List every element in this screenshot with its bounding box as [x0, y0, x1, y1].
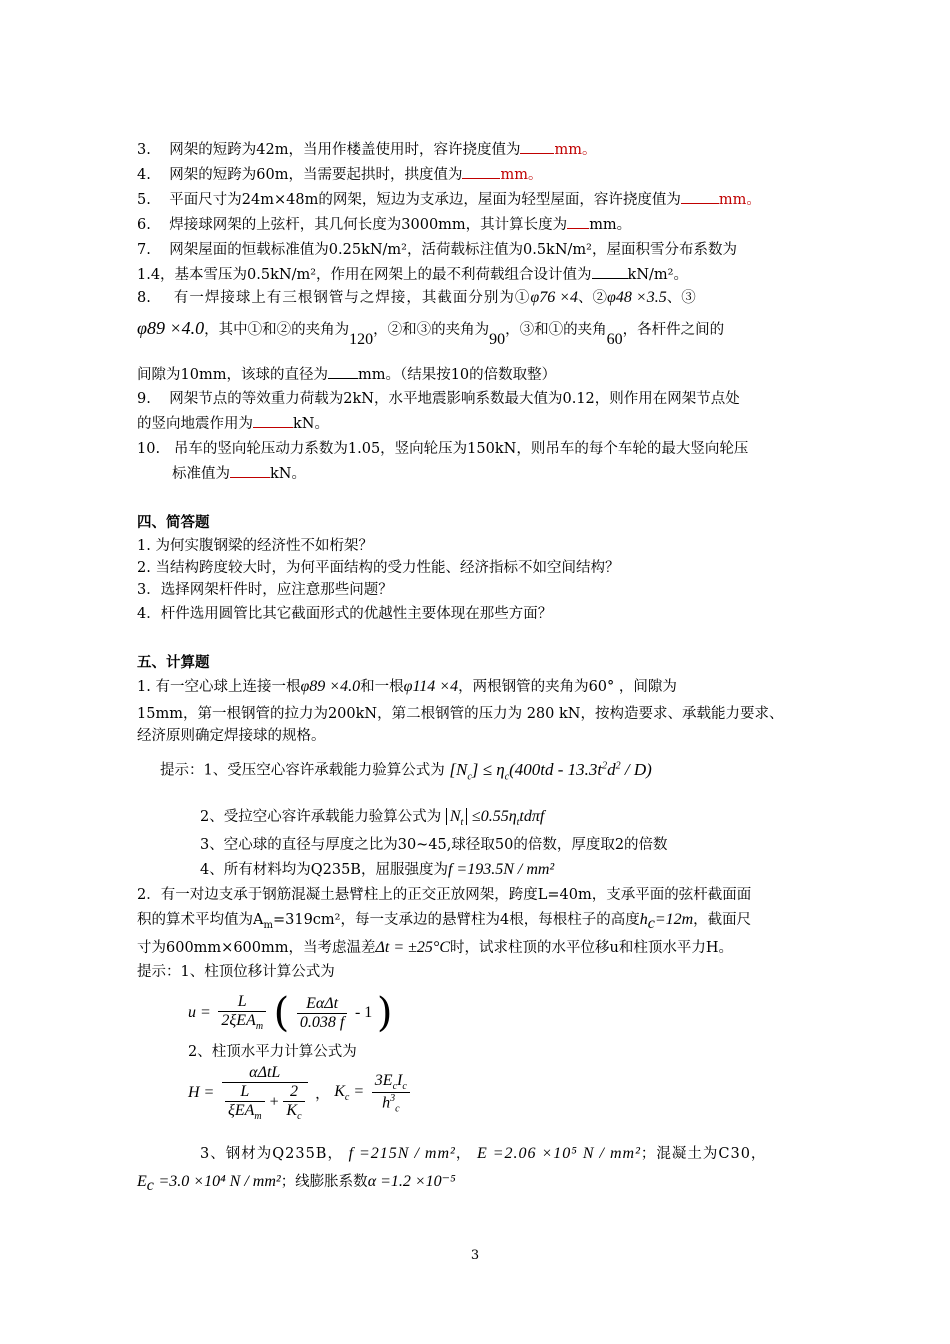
- p2-formula-k-eq: =: [353, 1083, 365, 1100]
- problem-2-line-1: 2．有一对边支承于钢筋混凝土悬臂柱上的正交正放网架，跨度L=40m，支承平面的弦杆截面面: [137, 887, 752, 903]
- p1-hint-2-formula: [471, 808, 545, 829]
- p2-formula-h-den-k-sub: c: [297, 1111, 302, 1123]
- p1-formula-055-sub: t: [516, 817, 520, 829]
- p1-hint-1-formula: $[N_c] \le \eta_c(400td - 13.3t^2d^2 / D)$: [449, 759, 652, 783]
- q8-separator-2: 、③: [666, 290, 696, 306]
- question-7-line-2: [137, 265, 688, 285]
- p2-formula-h-den-k: K: [286, 1102, 298, 1119]
- question-6: [137, 215, 631, 235]
- question-8-line-2: [137, 318, 725, 348]
- section-5-title: 五、计算题: [137, 654, 210, 671]
- p2-formula-h: [188, 1064, 413, 1122]
- q3-number: 3.: [137, 142, 151, 158]
- q3-unit: mm。: [554, 142, 597, 158]
- p2-hint-3-line-2: [137, 1172, 456, 1196]
- p2-hint-3-text: 3、钢材为Q235B，: [200, 1146, 343, 1162]
- p2-hc-value: =12m: [654, 911, 694, 928]
- p2-hint-ec: E: [137, 1173, 147, 1190]
- p1-hint-4-text: 4、所有材料均为Q235B，屈服强度为: [200, 862, 448, 878]
- section-4-item-2: 2. 当结构跨度较大时，为何平面结构的受力性能、经济指标不如空间结构？: [137, 560, 620, 576]
- p2-hint-3-e: E =2.06 ×10⁵ N / mm²: [476, 1145, 641, 1162]
- p2-hint-ec-sub: c: [146, 1176, 154, 1194]
- q7-line-1-text: 网架屋面的恒载标准值为0.25kN/m²，活荷载标注值为0.5kN/m²，屋面积雪分布系数为: [169, 242, 737, 258]
- p2-hint-alpha-value: α =1.2 ×10⁻⁵: [367, 1173, 456, 1190]
- p1-formula-tdpif: tdπf: [519, 808, 545, 825]
- p1-formula-eta: ] ≤ η: [471, 759, 505, 779]
- p1-formula-eta-sub: c: [504, 771, 510, 783]
- p2-formula-k-frac: [372, 1072, 410, 1115]
- problem-2-line-3: [137, 938, 733, 958]
- problem-1-line-2: 15mm，第一根钢管的拉力为200kN，第二根钢管的压力为 280 kN，按构造要求、承载能力要求、: [137, 706, 784, 722]
- q8-line-2d: ，各杆件之间的: [622, 322, 725, 338]
- question-10-line-1: [137, 439, 748, 459]
- q6-text: 焊接球网架的上弦杆，其几何长度为3000mm，其计算长度为: [169, 217, 568, 233]
- p2-formula-u-L: L: [218, 993, 266, 1012]
- p2-hint-1: 提示：1、柱顶位移计算公式为: [137, 964, 335, 980]
- p2-formula-h-frac: [222, 1064, 308, 1122]
- q6-blank: [567, 228, 589, 229]
- p2-formula-u: [188, 990, 392, 1036]
- p2-formula-u-tail: - 1: [354, 1004, 373, 1021]
- p2-formula-u-lhs: u =: [188, 1004, 211, 1021]
- q8-pipe-2: φ48 ×3.5: [607, 289, 667, 306]
- p2-formula-h-den-frac-2: [283, 1083, 304, 1122]
- section-4-item-1: 1. 为何实腹钢梁的经济性不如桁架？: [137, 538, 373, 554]
- p2-hint-3-line-1: [200, 1144, 766, 1164]
- q8-number: 8.: [137, 290, 151, 306]
- q10-number: 10.: [137, 441, 161, 457]
- q10-line-2-text: 标准值为: [172, 466, 230, 482]
- p1-hint-4: [200, 860, 554, 880]
- p2-formula-k-den-h: h: [382, 1094, 391, 1112]
- p1-formula-d: d: [607, 759, 616, 779]
- q8-line-3b: mm。（结果按10的倍数取整）: [357, 367, 557, 383]
- section-4-title: 四、简答题: [137, 514, 210, 531]
- q8-line-1-text: 有一焊接球上有三根钢管与之焊接，其截面分别为①: [173, 290, 531, 306]
- p2-formula-comma: ，: [315, 1086, 330, 1103]
- question-8-line-1: [137, 288, 696, 308]
- p1-hint-4-formula: f =193.5N / mm²: [447, 861, 555, 878]
- p2-line-3a: 寸为600mm×600mm，当考虑温差: [137, 940, 376, 956]
- question-7-line-1: [137, 240, 737, 260]
- p2-am-sub: m: [263, 919, 273, 931]
- p1-formula-body: (400td - 13.3t: [509, 759, 603, 779]
- question-9-line-2: [137, 414, 329, 434]
- q9-unit: kN。: [293, 416, 329, 432]
- p1-formula-tail: / D): [620, 759, 652, 779]
- p2-formula-h-plus: +: [268, 1093, 280, 1111]
- q4-text: 网架的短跨为60m，当需要起拱时，拱度值为: [169, 167, 463, 183]
- p1-formula-nc-sub: c: [467, 771, 472, 783]
- p1-hint-3: 3、空心球的直径与厚度之比为30~45,球径取50的倍数，厚度取2的倍数: [200, 837, 668, 853]
- p2-formula-k-num-e: 3E: [374, 1071, 393, 1089]
- p2-line-2c: ，截面尺: [693, 912, 752, 928]
- question-5: [137, 190, 761, 210]
- question-9-line-1: [137, 389, 740, 409]
- p2-formula-h-den-2: 2: [283, 1083, 304, 1102]
- q4-blank: [462, 178, 500, 179]
- p2-formula-h-den-xiea: ξEA: [227, 1102, 255, 1119]
- q5-text: 平面尺寸为24m×48m的网架，短边为支承边，屋面为轻型屋面，容许挠度值为: [169, 192, 681, 208]
- p2-hint-3-sep: ，: [455, 1146, 472, 1162]
- q9-blank: [253, 427, 293, 428]
- page-number: 3: [470, 1248, 480, 1263]
- q8-pipe-3: φ89 ×4.0: [137, 318, 205, 338]
- p2-line-2a: 积的算术平均值为A: [137, 912, 264, 928]
- p1-line-1b: 和一根: [360, 679, 404, 695]
- p1-line-1c: ，两根钢管的夹角为60° ，间隙为: [458, 679, 677, 695]
- p1-formula-nt: N: [449, 808, 461, 825]
- p2-formula-u-num-2: EαΔt: [297, 995, 347, 1014]
- question-10-line-2: [172, 464, 306, 484]
- p2-formula-h-den-xiea-sub: m: [254, 1111, 262, 1123]
- p2-formula-k-lhs-sub: c: [344, 1092, 350, 1104]
- p1-formula-nt-sub: t: [460, 817, 464, 829]
- problem-1-line-1: [137, 677, 677, 697]
- p2-formula-h-num: αΔtL: [222, 1064, 308, 1083]
- problem-2-line-2: [137, 910, 751, 936]
- p2-formula-h-den-L: L: [225, 1083, 265, 1102]
- q4-number: 4.: [137, 167, 151, 183]
- p2-formula-u-lparen: (: [273, 990, 290, 1036]
- p2-formula-k-den-sub: c: [395, 1103, 400, 1115]
- q6-number: 6.: [137, 217, 151, 233]
- p2-formula-u-frac-2: [297, 995, 347, 1032]
- p2-formula-h-den-frac-1: [225, 1083, 265, 1122]
- q5-unit: mm。: [718, 192, 761, 208]
- q8-separator-1: 、②: [578, 290, 608, 306]
- p2-formula-k-num-e-sub: c: [392, 1080, 398, 1092]
- q10-blank: [230, 477, 270, 478]
- p2-formula-u-den-2: 0.038 f: [299, 1013, 345, 1031]
- q8-line-2a: ，其中①和②的夹角为: [204, 322, 350, 338]
- p1-formula-055: ≤0.55η: [471, 808, 517, 825]
- q9-line-2-text: 的竖向地震作用为: [137, 416, 253, 432]
- q5-blank: [681, 203, 719, 204]
- q8-blank: [328, 378, 358, 379]
- p2-formula-k-num-i-sub: c: [402, 1080, 407, 1092]
- p2-line-3b: 时，试求柱顶的水平位移u和柱顶水平力H。: [449, 940, 733, 956]
- p2-hc-sub: c: [647, 914, 655, 932]
- q3-blank: [520, 153, 554, 154]
- q4-unit: mm。: [500, 167, 543, 183]
- q6-unit: mm。: [589, 217, 632, 233]
- p2-formula-h-den: [222, 1083, 308, 1122]
- q5-number: 5.: [137, 192, 151, 208]
- q7-number: 7.: [137, 242, 151, 258]
- p1-hint-2-nt: [446, 808, 467, 829]
- p2-formula-h-lhs: H =: [188, 1084, 215, 1102]
- q8-angle-2: 90: [489, 331, 506, 348]
- q9-line-1-text: 网架节点的等效重力荷载为2kN，水平地震影响系数最大值为0.12，则作用在网架节点处: [169, 391, 740, 407]
- p2-formula-u-den: 2ξEA: [221, 1012, 256, 1030]
- q8-pipe-1: φ76 ×4: [530, 289, 579, 306]
- p1-pipe-b: φ114 ×4: [403, 678, 459, 695]
- p2-hint-3-f: f =215N / mm²: [348, 1145, 456, 1162]
- question-4: [137, 165, 542, 185]
- q8-angle-1: 120: [349, 331, 374, 348]
- q9-number: 9.: [137, 391, 151, 407]
- problem-1-line-3: 经济原则确定焊接球的规格。: [137, 728, 326, 744]
- section-4-item-4: 4．杆件选用圆管比其它截面形式的优越性主要体现在那些方面？: [137, 606, 553, 622]
- p1-hint-2-text: 2、受拉空心容许承载能力验算公式为: [200, 809, 442, 825]
- p2-hint-alpha-text: ；线膨胀系数: [280, 1174, 368, 1190]
- p1-hint-2: [200, 807, 544, 833]
- q10-line-1-text: 吊车的竖向轮压动力系数为1.05，竖向轮压为150kN，则吊车的每个车轮的最大竖向轮压: [173, 441, 749, 457]
- p1-formula-nc: [N: [449, 759, 468, 779]
- p2-delta-t: Δt = ±25°C: [375, 939, 450, 956]
- p2-hint-ec-value: =3.0 ×10⁴ N / mm²: [158, 1173, 281, 1190]
- q8-line-3a: 间隙为10mm，该球的直径为: [137, 367, 328, 383]
- p2-formula-k-lhs: K: [334, 1083, 345, 1100]
- question-3: [137, 140, 596, 160]
- p2-formula-u-rparen: ): [376, 990, 393, 1036]
- p1-pipe-a: φ89 ×4.0: [300, 678, 361, 695]
- p2-line-2b: =319cm²，每一支承边的悬臂柱为4根，每根柱子的高度: [272, 912, 640, 928]
- q7-blank: [592, 278, 628, 279]
- p2-formula-k-den-sup: 3: [390, 1092, 396, 1104]
- q3-text: 网架的短跨为42m，当用作楼盖使用时，容许挠度值为: [169, 142, 521, 158]
- p2-formula-u-frac-1: [218, 993, 266, 1032]
- q10-unit: kN。: [270, 466, 306, 482]
- p1-hint-1: [160, 756, 652, 787]
- p2-formula-u-den-sub: m: [255, 1021, 264, 1033]
- q8-line-2b: ，②和③的夹角为: [373, 322, 490, 338]
- q7-unit: kN/m²。: [627, 267, 688, 283]
- q8-angle-3: 60: [606, 331, 623, 348]
- p2-hint-3-concrete: ；混凝土为C30，: [640, 1146, 767, 1162]
- section-4-item-3: 3．选择网架杆件时，应注意那些问题？: [137, 582, 393, 598]
- p1-line-1a: 1. 有一空心球上连接一根: [137, 679, 301, 695]
- p1-hint-1-text: 提示：1、受压空心容许承载能力验算公式为: [160, 762, 445, 779]
- question-8-line-3: [137, 365, 556, 385]
- p2-formula-k-num-i: I: [397, 1071, 403, 1089]
- p2-hint-2: 2、柱顶水平力计算公式为: [188, 1044, 357, 1060]
- p2-formula-k: [334, 1083, 365, 1104]
- q7-line-2-text: 1.4，基本雪压为0.5kN/m²，作用在网架上的最不利荷载组合设计值为: [137, 267, 592, 283]
- p2-hc: h: [639, 911, 648, 928]
- q8-line-2c: ，③和①的夹角: [505, 322, 607, 338]
